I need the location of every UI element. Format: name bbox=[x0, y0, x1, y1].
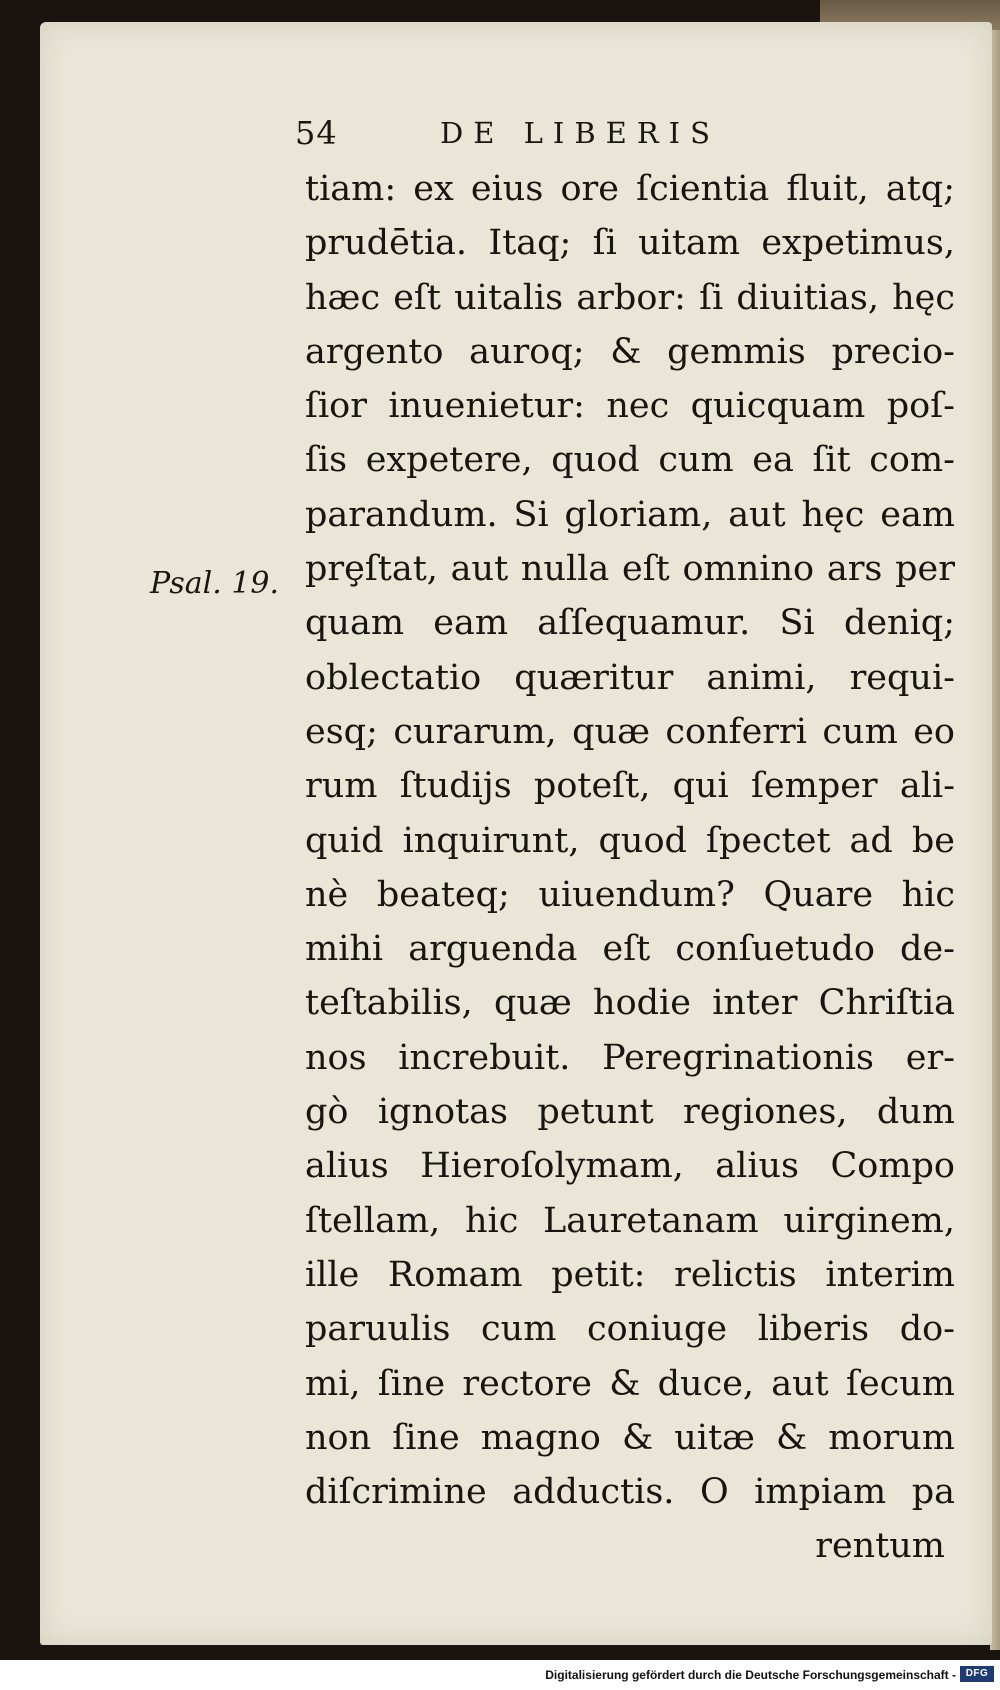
text-line: paruulis cum coniuge liberis do- bbox=[305, 1309, 955, 1350]
text-line: diſcrimine adductis. O impiam pa bbox=[305, 1472, 955, 1513]
text-line: quam eam aſſequamur. Si deniq; bbox=[305, 603, 955, 644]
text-line: argento auroq; & gemmis precio- bbox=[305, 331, 955, 372]
text-line: oblectatio quæritur animi, requi- bbox=[305, 657, 955, 698]
digitization-footer bbox=[0, 1660, 1000, 1690]
margin-note: Psal. 19. bbox=[150, 566, 280, 601]
text-line: parandum. Si gloriam, aut hęc eam bbox=[305, 494, 955, 535]
funding-credit: Digitalisierung gefördert durch die Deutsche Forschungsgemeinschaft - bbox=[545, 1668, 956, 1682]
text-line: nos increbuit. Peregrinationis er- bbox=[305, 1037, 955, 1078]
text-line: nè beateq; uiuendum? Quare hic bbox=[305, 874, 955, 915]
body-text bbox=[305, 162, 955, 1574]
page-header bbox=[295, 110, 775, 162]
text-line: mi, ſine rectore & duce, aut ſecum bbox=[305, 1363, 955, 1404]
text-line: ſtellam, hic Lauretanam uirginem, bbox=[305, 1200, 955, 1241]
text-line: prȩſtat, aut nulla eſt omnino ars per bbox=[305, 549, 955, 590]
dfg-logo: DFG bbox=[960, 1666, 994, 1682]
text-line: esq; curarum, quæ conferri cum eo bbox=[305, 711, 955, 752]
text-line: hæc eſt uitalis arbor: ſi diuitias, hęc bbox=[305, 277, 955, 318]
text-line: gò ignotas petunt regiones, dum bbox=[305, 1092, 955, 1133]
catchword: rentum bbox=[815, 1526, 945, 1567]
text-line: quid inquirunt, quod ſpectet ad be bbox=[305, 820, 955, 861]
text-line: teſtabilis, quæ hodie inter Chriſtia bbox=[305, 983, 955, 1024]
text-line: prudētia. Itaq; ſi uitam expetimus, bbox=[305, 223, 955, 264]
text-line: ſior inuenietur: nec quicquam poſ- bbox=[305, 386, 955, 427]
running-head: DE LIBERIS bbox=[440, 116, 720, 150]
text-line: non ſine magno & uitæ & morum bbox=[305, 1417, 955, 1458]
page-number: 54 bbox=[295, 114, 338, 152]
text-line: mihi arguenda eſt conſuetudo de- bbox=[305, 929, 955, 970]
text-line: ſis expetere, quod cum ea ſit com- bbox=[305, 440, 955, 481]
text-line: tiam: ex eius ore ſcientia fluit, atq; bbox=[305, 169, 955, 209]
text-line: alius Hieroſolymam, alius Compo bbox=[305, 1146, 955, 1187]
text-line: ille Romam petit: relictis interim bbox=[305, 1254, 955, 1295]
text-line: rum ſtudijs poteſt, qui ſemper ali- bbox=[305, 766, 955, 807]
